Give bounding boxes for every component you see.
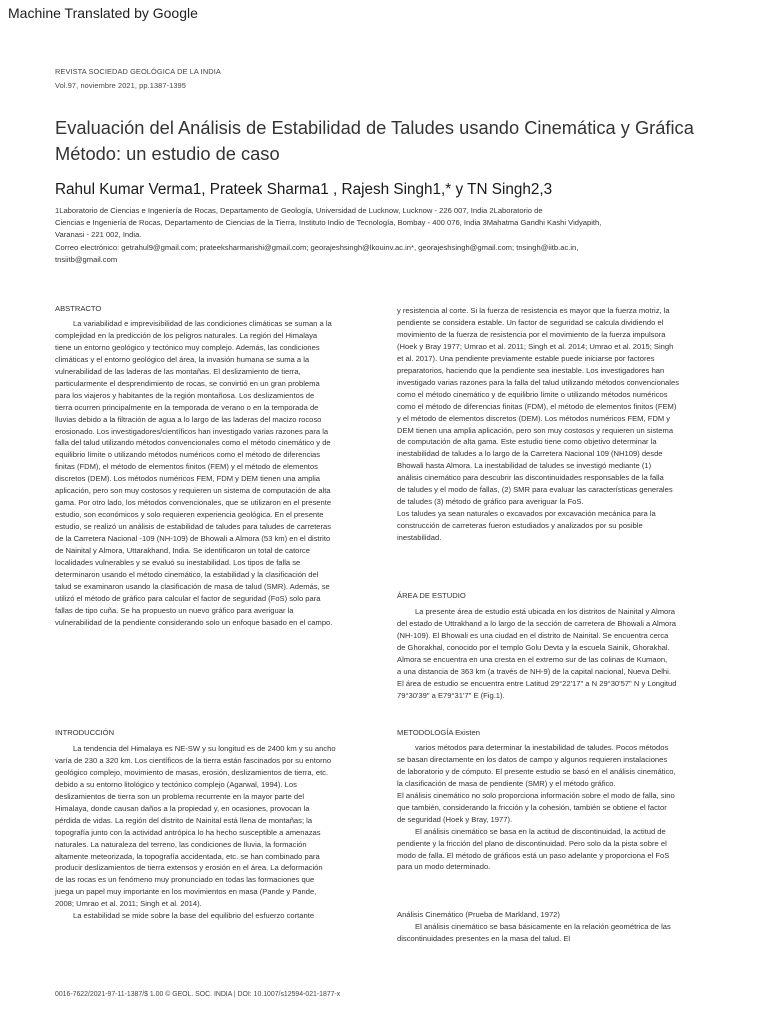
text-line: del estado de Uttrakhand a lo largo de la sección de carretera de Bhowali a Almora: [397, 618, 677, 628]
text-line: (NH-109). El Bhowali es una ciudad en el distrito de Nainital. Se encuentra cerca: [397, 630, 669, 640]
text-line: varía de 230 a 320 km. Los científicos de la tierra están fascinados por su entorno: [55, 755, 332, 765]
text-line: La estabilidad se mide sobre la base del equilibrio del esfuerzo cortante: [73, 911, 315, 921]
text-line: se basan directamente en los datos de campo y algunos requieren instalaciones: [397, 754, 668, 764]
text-line: localidades vulnerables y se evaluó su inestabilidad. Los tipos de falla se: [55, 558, 301, 568]
text-line: DEM tienen una amplia aplicación, pero son muy costosos y requieren un sistema: [397, 425, 674, 435]
text-line: inestabilidad.: [397, 533, 442, 543]
text-line: particularmente el desprendimiento de rocas, se convirtió en un gran problema: [55, 378, 320, 388]
paper-title: [55, 115, 715, 167]
text-line: vulnerabilidad de las laderas de las montañas. El deslizamiento de tierra,: [55, 366, 301, 376]
title-line: Evaluación del Análisis de Estabilidad de Taludes usando Cinemática y Gráfica: [55, 117, 694, 138]
text-line: a una distancia de 363 km (a través de NH-9) de la capital nacional, Nueva Delhi.: [397, 666, 671, 676]
text-line: La presente área de estudio está ubicada en los distritos de Nainital y Almora: [415, 606, 676, 616]
text-line: y resistencia al corte. Si la fuerza de resistencia es mayor que la fuerza motriz, la: [397, 306, 670, 315]
abstract-heading: ABSTRACTO: [55, 304, 102, 313]
text-line: como el método cinemático y de equilibrio límite o utilizando métodos numéricos: [397, 389, 668, 399]
text-line: falla del talud utilizando métodos convencionales como el método cinemático y de: [55, 438, 331, 448]
text-line: de taludes (3) método de gráfico para averiguar la FoS.: [397, 497, 584, 507]
abstract-body: [55, 318, 365, 629]
study-area-section: [397, 590, 717, 702]
text-line: finitas (FDM), el método de elementos finitos (FEM) y el método de elementos: [55, 462, 318, 472]
text-line: El análisis cinemático se basa en la actitud de discontinuidad, la actitud de: [415, 826, 666, 836]
intro-continued: [397, 305, 717, 544]
methodology-section: [397, 727, 717, 873]
text-line: inestabilidad de taludes a lo largo de la Carretera Nacional 109 (NH109) desde: [397, 449, 663, 459]
text-line: pendiente se considera estable. Un factor de seguridad se calcula dividiendo el: [397, 317, 664, 327]
text-line: topografía junto con la actividad antrópica lo ha hecho susceptible a amenazas: [55, 827, 321, 837]
text-line: pérdida de vidas. La región del distrito de Nainital está llena de montañas; la: [55, 815, 313, 825]
text-line: gama. Por otro lado, los métodos convencionales, que se utilizaron en el presente: [55, 498, 332, 508]
study-area-body: [397, 606, 717, 702]
text-line: que también, considerando la fricción y la cohesión, también se obtiene el factor: [397, 802, 667, 812]
affiliation-line: Ciencias e Ingeniería de Rocas, Departamento de Ciencias de la Tierra, Instituto Indio de Tecnología, Bombay - 400 076, India 3Mahatma Gandhi Kashi Vidyapith,: [55, 218, 602, 228]
journal-volume: Vol.97, noviembre 2021, pp.1387-1395: [55, 81, 186, 90]
text-line: de computación de alta gama. Este estudio tiene como objetivo determinar la: [397, 437, 657, 447]
text-line: juega un papel muy importante en los movimientos en masa (Pande y Pande,: [55, 887, 317, 897]
text-line: pendiente y la fricción del plano de discontinuidad. Pero solo da la pista sobre el: [397, 838, 667, 848]
text-line: preparatorios, haciendo que la pendiente sea inestable. Los investigadores han: [397, 365, 665, 375]
text-line: El área de estudio se encuentra entre Latitud 29°22'17" a N 29°30'57" N y Longitud: [397, 678, 677, 688]
text-line: complejidad en la predicción de los peligros naturales. La región del Himalaya: [55, 330, 318, 340]
text-line: de Ghorakhal, conocido por el templo Golu Devta y la escuela Sainik, Ghorakhal.: [397, 642, 670, 652]
text-line: Almora se encuentra en una cresta en el extremo sur de las colinas de Kumaon,: [397, 654, 668, 664]
text-line: la clasificación de masa de pendiente (SMR) y el método gráfico.: [397, 778, 616, 788]
text-line: producir deslizamientos de tierra extensos y erosión en el área. La deformación: [55, 863, 323, 873]
study-area-heading: ÁREA DE ESTUDIO: [397, 591, 466, 600]
kinematic-heading: Análisis Cinemático (Prueba de Markland, 1972): [397, 910, 560, 919]
text-line: estudio, son económicos y solo requieren experiencia geológica. En el presente: [55, 510, 324, 520]
text-line: de las rocas es un fenómeno muy pronunciado en todas las formaciones que: [55, 875, 315, 885]
text-line: equilibrio límite o utilizando métodos numéricos como el método de diferencias: [55, 450, 321, 460]
text-line: fallas de tipo cuña. Se ha propuesto un nuevo gráfico para averiguar la: [55, 605, 294, 615]
text-line: (Hoek y Bray 1977; Umrao et al. 2011; Singh et al. 2014; Umrao et al. 2015; Singh: [397, 341, 674, 351]
text-line: et al. 2017). Una pendiente previamente estable puede iniciarse por factores: [397, 353, 655, 363]
abstract-section: [55, 303, 365, 629]
text-line: modo de falla. El método de gráficos está un paso adelante y proporciona el FoS: [397, 850, 670, 860]
methodology-body: [397, 742, 717, 873]
text-line: de laboratorio y de cómputo. El presente estudio se basó en el análisis cinemático,: [397, 766, 676, 776]
text-line: 79°30'39" a E79°31'7" E (Fig.1).: [397, 690, 505, 700]
introduction-body: [55, 743, 365, 922]
text-line: de Nainital y Almora, Uttarakhand, India. Se identificaron un total de catorce: [55, 546, 310, 556]
text-line: deslizamientos de tierra son un problema recurrente en la mayor parte del: [55, 791, 305, 801]
text-line: La tendencia del Himalaya es NE-SW y su longitud es de 2400 km y su ancho: [73, 743, 336, 753]
text-line: El análisis cinemático se basa básicamente en la relación geométrica de las: [415, 921, 671, 931]
email-line: tnsiitb@gmail.com: [55, 255, 118, 265]
text-line: La variabilidad e imprevisibilidad de las condiciones climáticas se suman a la: [73, 318, 332, 328]
methodology-heading: METODOLOGÍA Existen: [397, 728, 480, 737]
text-line: tierra ocurren principalmente en la temporada de verano o en la temporada de: [55, 402, 319, 412]
author-list: Rahul Kumar Verma1, Prateek Sharma1 , Rajesh Singh1,* y TN Singh2,3: [55, 181, 553, 198]
text-line: varios métodos para determinar la inestabilidad de taludes. Pocos métodos: [415, 742, 669, 752]
journal-name: REVISTA SOCIEDAD GEOLÓGICA DE LA INDIA: [55, 67, 221, 76]
text-line: Himalaya, donde causan daños a la propiedad y, en ocasiones, provocan la: [55, 803, 310, 813]
affiliations: [55, 205, 715, 266]
email-line: Correo electrónico: getrahul9@gmail.com; prateeksharmarishi@gmail.com; georajeshsingh@lkouinv.ac.in*, georajeshsingh@gmail.com; tnsingh@iitb.ac.in,: [55, 243, 579, 253]
introduction-heading: INTRODUCCIÓN: [55, 728, 115, 737]
affiliation-line: 1Laboratorio de Ciencias e Ingeniería de Rocas, Departamento de Geología, Universidad de Lucknow, Lucknow - 226 007, India 2Laboratorio de: [55, 206, 543, 215]
kinematic-section: [397, 909, 717, 945]
introduction-section: [55, 727, 365, 922]
text-line: Bhowali hasta Almora. La inestabilidad de taludes se investigó mediante (1): [397, 461, 652, 471]
text-line: El análisis cinemático no solo proporciona información sobre el modo de falla, sino: [397, 790, 675, 800]
machine-translated-banner: Machine Translated by Google: [8, 5, 198, 21]
text-line: naturales. La naturaleza del terreno, las condiciones de lluvia, la formación: [55, 839, 307, 849]
title-line: Método: un estudio de caso: [55, 143, 280, 164]
text-line: y el método de elementos discretos (DEM). Los métodos numéricos FEM, FDM y: [397, 413, 671, 423]
text-line: aplicación, pero son muy costosos y requieren un sistema de computación de alta: [55, 486, 331, 496]
doi-footer: 0016-7622/2021-97-11-1387/$ 1.00 © GEOL. SOC. INDIA | DOI: 10.1007/s12594-021-1877-x: [55, 991, 341, 998]
text-line: 2008; Umrao et al. 2011; Singh et al. 2014).: [55, 899, 202, 909]
text-line: debido a su entorno litológico y tectónico complejo (Agarwal, 1994). Los: [55, 779, 297, 789]
text-line: erosionado. Los investigadores/científicos han investigado varias razones para la: [55, 426, 329, 436]
text-line: investigado varias razones para la falla del talud utilizando métodos convencionales: [397, 377, 679, 387]
text-line: geológico complejo, movimiento de masas, erosión, deslizamientos de tierra, etc.: [55, 767, 329, 777]
text-line: altamente meteorizada, la topografía accidentada, etc. se han combinado para: [55, 851, 320, 861]
text-line: de seguridad (Hoek y Bray, 1977).: [397, 814, 513, 824]
text-line: análisis cinemático para descubrir las discontinuidades responsables de la falla: [397, 473, 664, 483]
text-line: de taludes y el modo de fallas, (2) SMR para evaluar las características generales: [397, 485, 673, 495]
text-line: talud se examinaron usando la clasificación de masa de talud (SMR). Además, se: [55, 581, 330, 591]
text-line: climáticas y el entorno geológico del área, la invasión humana se suma a la: [55, 354, 310, 364]
text-line: de la Carretera Nacional -109 (NH-109) de Bhowali a Almora (53 km) en el distrito: [55, 534, 331, 544]
text-line: lluvias debido a la filtración de agua a lo largo de las laderas del macizo rocoso: [55, 414, 322, 424]
affiliation-line: Varanasi - 221 002, India.: [55, 230, 142, 240]
text-line: determinaron usando el método cinemático, la estabilidad y la clasificación del: [55, 569, 319, 579]
text-line: discontinuidades presentes en la masa del talud. El: [397, 933, 571, 943]
text-line: para los viajeros y habitantes de la región montañosa. Los deslizamientos de: [55, 390, 315, 400]
text-line: utilizó el método de gráfico para calcular el factor de seguridad (FoS) solo para: [55, 593, 321, 603]
text-line: tiene un entorno geológico y tectónico muy complejo. Además, las condiciones: [55, 342, 320, 352]
text-line: vulnerabilidad de la pendiente considerando solo un enfoque basado en el campo.: [55, 617, 333, 627]
text-line: como el método de diferencias finitas (FDM), el método de elementos finitos (FEM): [397, 401, 677, 411]
text-line: movimiento de la fuerza de resistencia por el movimiento de la fuerza impulsora: [397, 329, 666, 339]
text-line: para un modo determinado.: [397, 862, 491, 872]
text-line: discretos (DEM). Los métodos numéricos FEM, FDM y DEM tienen una amplia: [55, 474, 321, 484]
intro-continued-body: [397, 305, 717, 544]
kinematic-body: [397, 921, 717, 945]
text-line: Los taludes ya sean naturales o excavados por excavación mecánica para la: [397, 509, 656, 519]
text-line: construcción de carreteras fueron estudiados y analizados por su posible: [397, 521, 643, 531]
text-line: estudio, se realizó un análisis de estabilidad de taludes para taludes de carreteras: [55, 522, 332, 532]
